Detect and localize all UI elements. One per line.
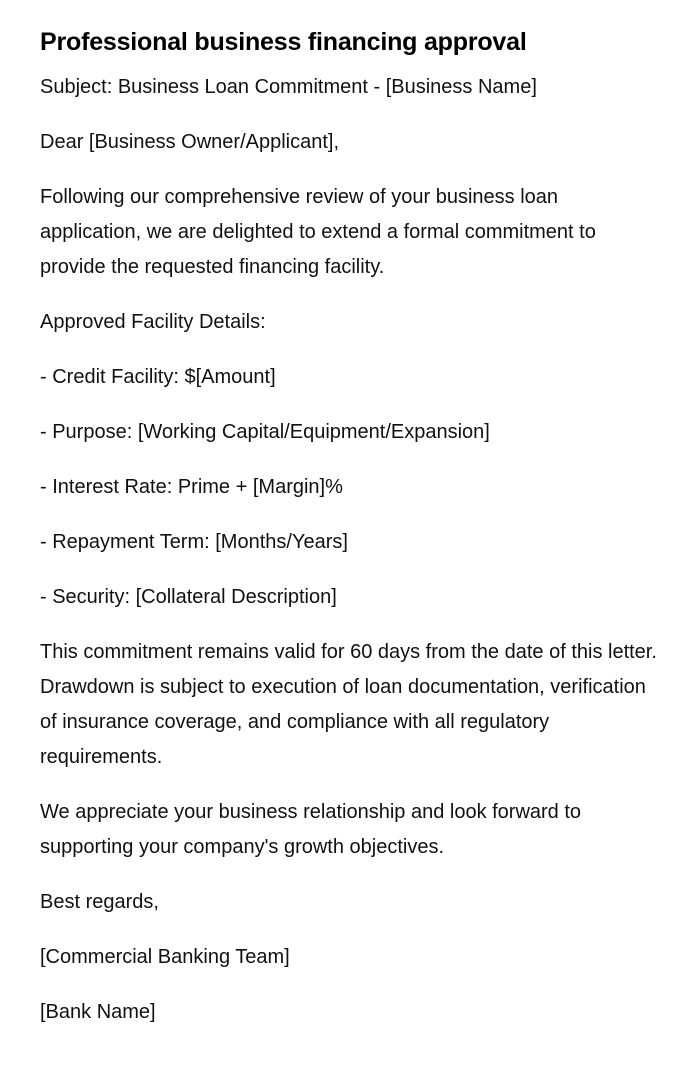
detail-credit-facility: - Credit Facility: $[Amount] xyxy=(40,366,276,388)
intro-paragraph: Following our comprehensive review of your business loan application, we are delighted to extend a formal commitment to provide the requested financing facility. xyxy=(40,186,596,278)
detail-purpose: - Purpose: [Working Capital/Equipment/Expansion] xyxy=(40,421,490,443)
document-title: Professional business financing approval xyxy=(40,28,527,56)
detail-repayment-term: - Repayment Term: [Months/Years] xyxy=(40,531,348,553)
team-name: [Commercial Banking Team] xyxy=(40,946,290,968)
sign-off: Best regards, xyxy=(40,891,159,913)
facility-details-list xyxy=(40,360,660,615)
details-heading: Approved Facility Details: xyxy=(40,311,266,333)
closing-paragraph: We appreciate your business relationship and look forward to supporting your company's growth objectives. xyxy=(40,801,582,858)
detail-security: - Security: [Collateral Description] xyxy=(40,586,337,608)
subject-line: Subject: Business Loan Commitment - [Business Name] xyxy=(40,76,537,98)
bank-name: [Bank Name] xyxy=(40,1001,156,1023)
salutation: Dear [Business Owner/Applicant], xyxy=(40,131,340,153)
validity-paragraph: This commitment remains valid for 60 days from the date of this letter. Drawdown is subject to execution of loan documentation, verification of insurance coverage, and compliance with all regulatory requirements. xyxy=(40,641,657,768)
detail-interest-rate: - Interest Rate: Prime + [Margin]% xyxy=(40,476,343,498)
